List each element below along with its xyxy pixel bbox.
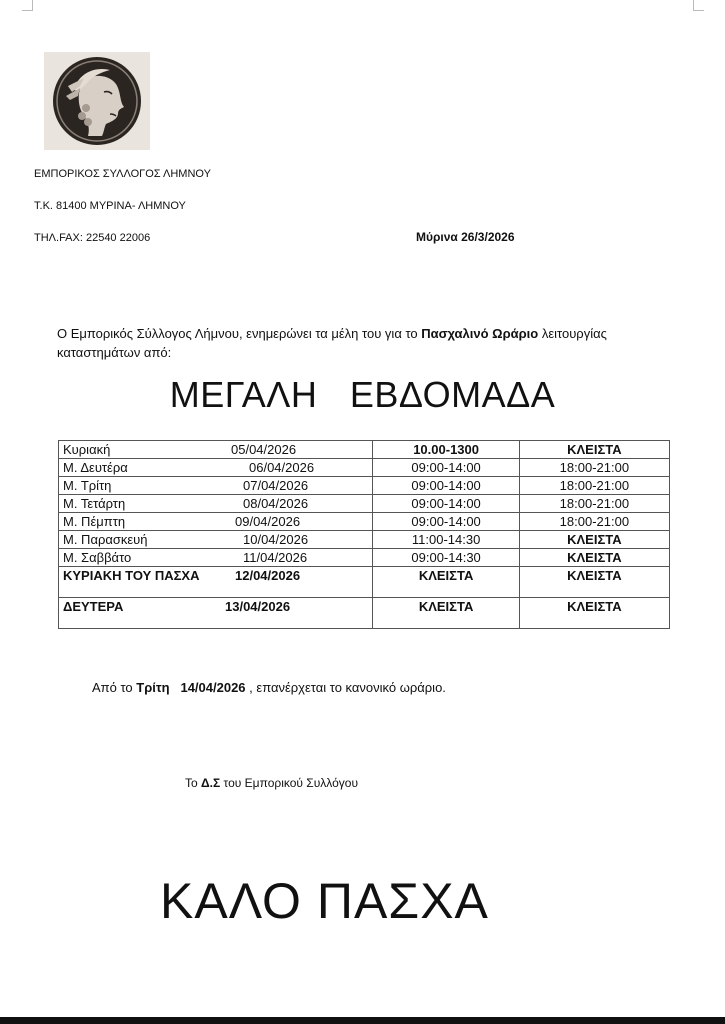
day-name: ΚΥΡΙΑΚΗ ΤΟΥ ΠΑΣΧΑ xyxy=(63,568,200,583)
morning-hours: 09:00-14:30 xyxy=(373,549,519,567)
day-name: Μ. Τετάρτη xyxy=(63,496,126,511)
evening-hours: ΚΛΕΙΣΤΑ xyxy=(519,531,669,549)
day-date: 12/04/2026 xyxy=(235,568,301,583)
board-abbrev: Δ.Σ xyxy=(201,776,221,790)
day-name: Μ. Σαββάτο xyxy=(63,550,132,565)
table-row xyxy=(59,549,670,567)
table-row xyxy=(59,441,670,459)
reopen-notice xyxy=(92,680,446,695)
evening-hours: 18:00-21:00 xyxy=(519,513,669,531)
page-corner-mark-left xyxy=(22,0,33,11)
intro-text-start: Ο Εμπορικός Σύλλογος Λήμνου, ενημερώνει τα μέλη του για το xyxy=(57,326,422,341)
board-signature xyxy=(185,776,358,790)
hermes-head-icon xyxy=(44,52,150,150)
document-date: Μύρινα 26/3/2026 xyxy=(416,230,515,244)
board-text-start: Το xyxy=(185,776,202,790)
day-name: ΔΕΥΤΕΡΑ xyxy=(63,599,124,614)
reopen-text-start: Από το xyxy=(92,680,137,695)
phone-fax: ΤΗΛ.FAX: 22540 22006 xyxy=(34,232,151,244)
intro-text-end: λειτουργίας καταστημάτων από: xyxy=(57,326,607,360)
table-row xyxy=(59,531,670,549)
table-row xyxy=(59,513,670,531)
intro-paragraph xyxy=(57,324,687,362)
day-name: Κυριακή xyxy=(63,442,111,457)
organization-name: ΕΜΠΟΡΙΚΟΣ ΣΥΛΛΟΓΟΣ ΛΗΜΝΟΥ xyxy=(34,168,211,180)
evening-hours: 18:00-21:00 xyxy=(519,477,669,495)
day-date: 06/04/2026 xyxy=(249,460,315,475)
day-name: Μ. Δευτέρα xyxy=(63,460,128,475)
table-row xyxy=(59,495,670,513)
bottom-edge-bar xyxy=(0,1017,725,1024)
day-name: Μ. Πέμπτη xyxy=(63,514,126,529)
day-date: 05/04/2026 xyxy=(231,442,297,457)
table-row xyxy=(59,459,670,477)
board-text-end: του Εμπορικού Συλλόγου xyxy=(220,776,359,790)
table-row xyxy=(59,598,670,629)
page-corner-mark-right xyxy=(693,0,704,11)
morning-hours: 10.00-1300 xyxy=(373,441,519,459)
day-date: 11/04/2026 xyxy=(243,550,308,565)
day-date: 08/04/2026 xyxy=(243,496,309,511)
day-date: 13/04/2026 xyxy=(225,599,291,614)
evening-hours: ΚΛΕΙΣΤΑ xyxy=(519,567,669,598)
intro-text-bold: Πασχαλινό Ωράριο xyxy=(421,326,539,341)
evening-hours: 18:00-21:00 xyxy=(519,495,669,513)
reopen-date: 14/04/2026 xyxy=(180,680,246,695)
morning-hours: 09:00-14:00 xyxy=(373,495,519,513)
easter-greeting: ΚΑΛΟ ΠΑΣΧΑ xyxy=(160,873,489,929)
day-date: 09/04/2026 xyxy=(235,514,301,529)
evening-hours: ΚΛΕΙΣΤΑ xyxy=(519,549,669,567)
table-row xyxy=(59,477,670,495)
morning-hours: ΚΛΕΙΣΤΑ xyxy=(373,598,519,629)
morning-hours: 09:00-14:00 xyxy=(373,513,519,531)
holy-week-title: ΜΕΓΑΛΗ ΕΒΔΟΜΑΔΑ xyxy=(169,374,556,415)
morning-hours: 11:00-14:30 xyxy=(373,531,519,549)
evening-hours: 18:00-21:00 xyxy=(519,459,669,477)
table-row xyxy=(59,567,670,598)
day-name: Μ. Τρίτη xyxy=(63,478,112,493)
schedule-table xyxy=(58,440,670,629)
day-date: 10/04/2026 xyxy=(243,532,309,547)
morning-hours: 09:00-14:00 xyxy=(373,477,519,495)
day-name: Μ. Παρασκευή xyxy=(63,532,148,547)
evening-hours: ΚΛΕΙΣΤΑ xyxy=(519,441,669,459)
evening-hours: ΚΛΕΙΣΤΑ xyxy=(519,598,669,629)
reopen-text-end: , επανέρχεται το κανονικό ωράριο. xyxy=(249,680,446,695)
day-date: 07/04/2026 xyxy=(243,478,309,493)
morning-hours: ΚΛΕΙΣΤΑ xyxy=(373,567,519,598)
reopen-day: Τρίτη xyxy=(136,680,170,695)
postal-address: Τ.Κ. 81400 ΜΥΡΙΝΑ- ΛΗΜΝΟΥ xyxy=(34,200,186,212)
morning-hours: 09:00-14:00 xyxy=(373,459,519,477)
